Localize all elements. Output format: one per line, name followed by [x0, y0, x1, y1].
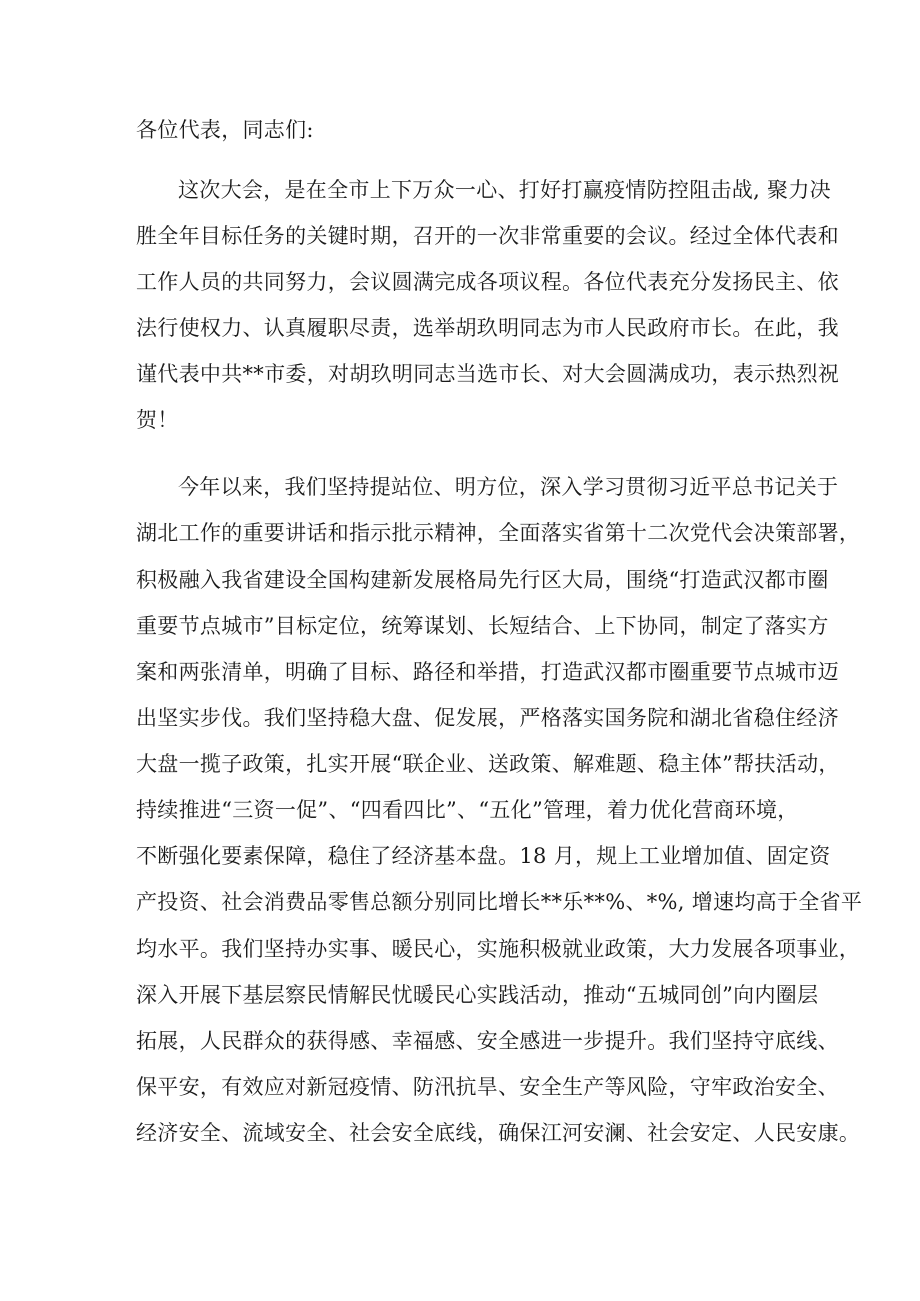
paragraph-line: 持续推进“三资一促”、“四看四比”、“五化”管理，着力优化营商环境，: [136, 798, 799, 822]
paragraph-line: 深入开展下基层察民情解民忧暖民心实践活动，推动“五城同创”向内圈层: [136, 983, 819, 1007]
paragraph-line: 积极融入我省建设全国构建新发展格局先行区大局，围绕“打造武汉都市圈: [136, 568, 829, 592]
paragraph-line: 案和两张清单，明确了目标、路径和举措，打造武汉都市圈重要节点城市迈: [136, 660, 839, 684]
paragraph-line: 今年以来，我们坚持提站位、明方位，深入学习贯彻习近平总书记关于: [178, 475, 839, 499]
paragraph-line: 重要节点城市”目标定位，统筹谋划、长短结合、上下协同，制定了落实方: [136, 614, 829, 638]
paragraph-line: 保平安，有效应对新冠疫情、防汛抗旱、安全生产等风险，守牢政治安全、: [136, 1075, 839, 1099]
paragraph-line: 胜全年目标任务的关键时期，召开的一次非常重要的会议。经过全体代表和: [136, 224, 839, 248]
paragraph-line: 出坚实步伐。我们坚持稳大盘、促发展，严格落实国务院和湖北省稳住经济: [136, 706, 839, 730]
paragraph-line: 经济安全、流域安全、社会安全底线，确保江河安澜、社会安定、人民安康。: [136, 1121, 861, 1145]
paragraph-line: 这次大会，是在全市上下万众一心、打好打赢疫情防控阻击战, 聚力决: [178, 178, 831, 202]
paragraph-line: 不断强化要素保障，稳住了经济基本盘。18 月，规上工业增加值、固定资: [136, 844, 831, 868]
paragraph-line: 均水平。我们坚持办实事、暖民心，实施积极就业政策，大力发展各项事业，: [136, 937, 861, 961]
salutation: 各位代表，同志们:: [136, 118, 314, 142]
paragraph-line: 大盘一揽子政策，扎实开展“联企业、送政策、解难题、稳主体”帮扶活动，: [136, 752, 840, 776]
paragraph-line: 湖北工作的重要讲话和指示批示精神，全面落实省第十二次党代会决策部署，: [136, 521, 861, 545]
paragraph-line: 贺！: [136, 408, 179, 432]
paragraph-line: 法行使权力、认真履职尽责，选举胡玖明同志为市人民政府市长。在此，我: [136, 316, 839, 340]
paragraph-line: 谨代表中共**市委，对胡玖明同志当选市长、对大会圆满成功，表示热烈祝: [136, 362, 840, 386]
paragraph-line: 工作人员的共同努力，会议圆满完成各项议程。各位代表充分发扬民主、依: [136, 270, 839, 294]
paragraph-line: 拓展，人民群众的获得感、幸福感、安全感进一步提升。我们坚持守底线、: [136, 1029, 839, 1053]
paragraph-line: 产投资、社会消费品零售总额分别同比增长**乐**%、*%, 增速均高于全省平: [136, 890, 863, 914]
